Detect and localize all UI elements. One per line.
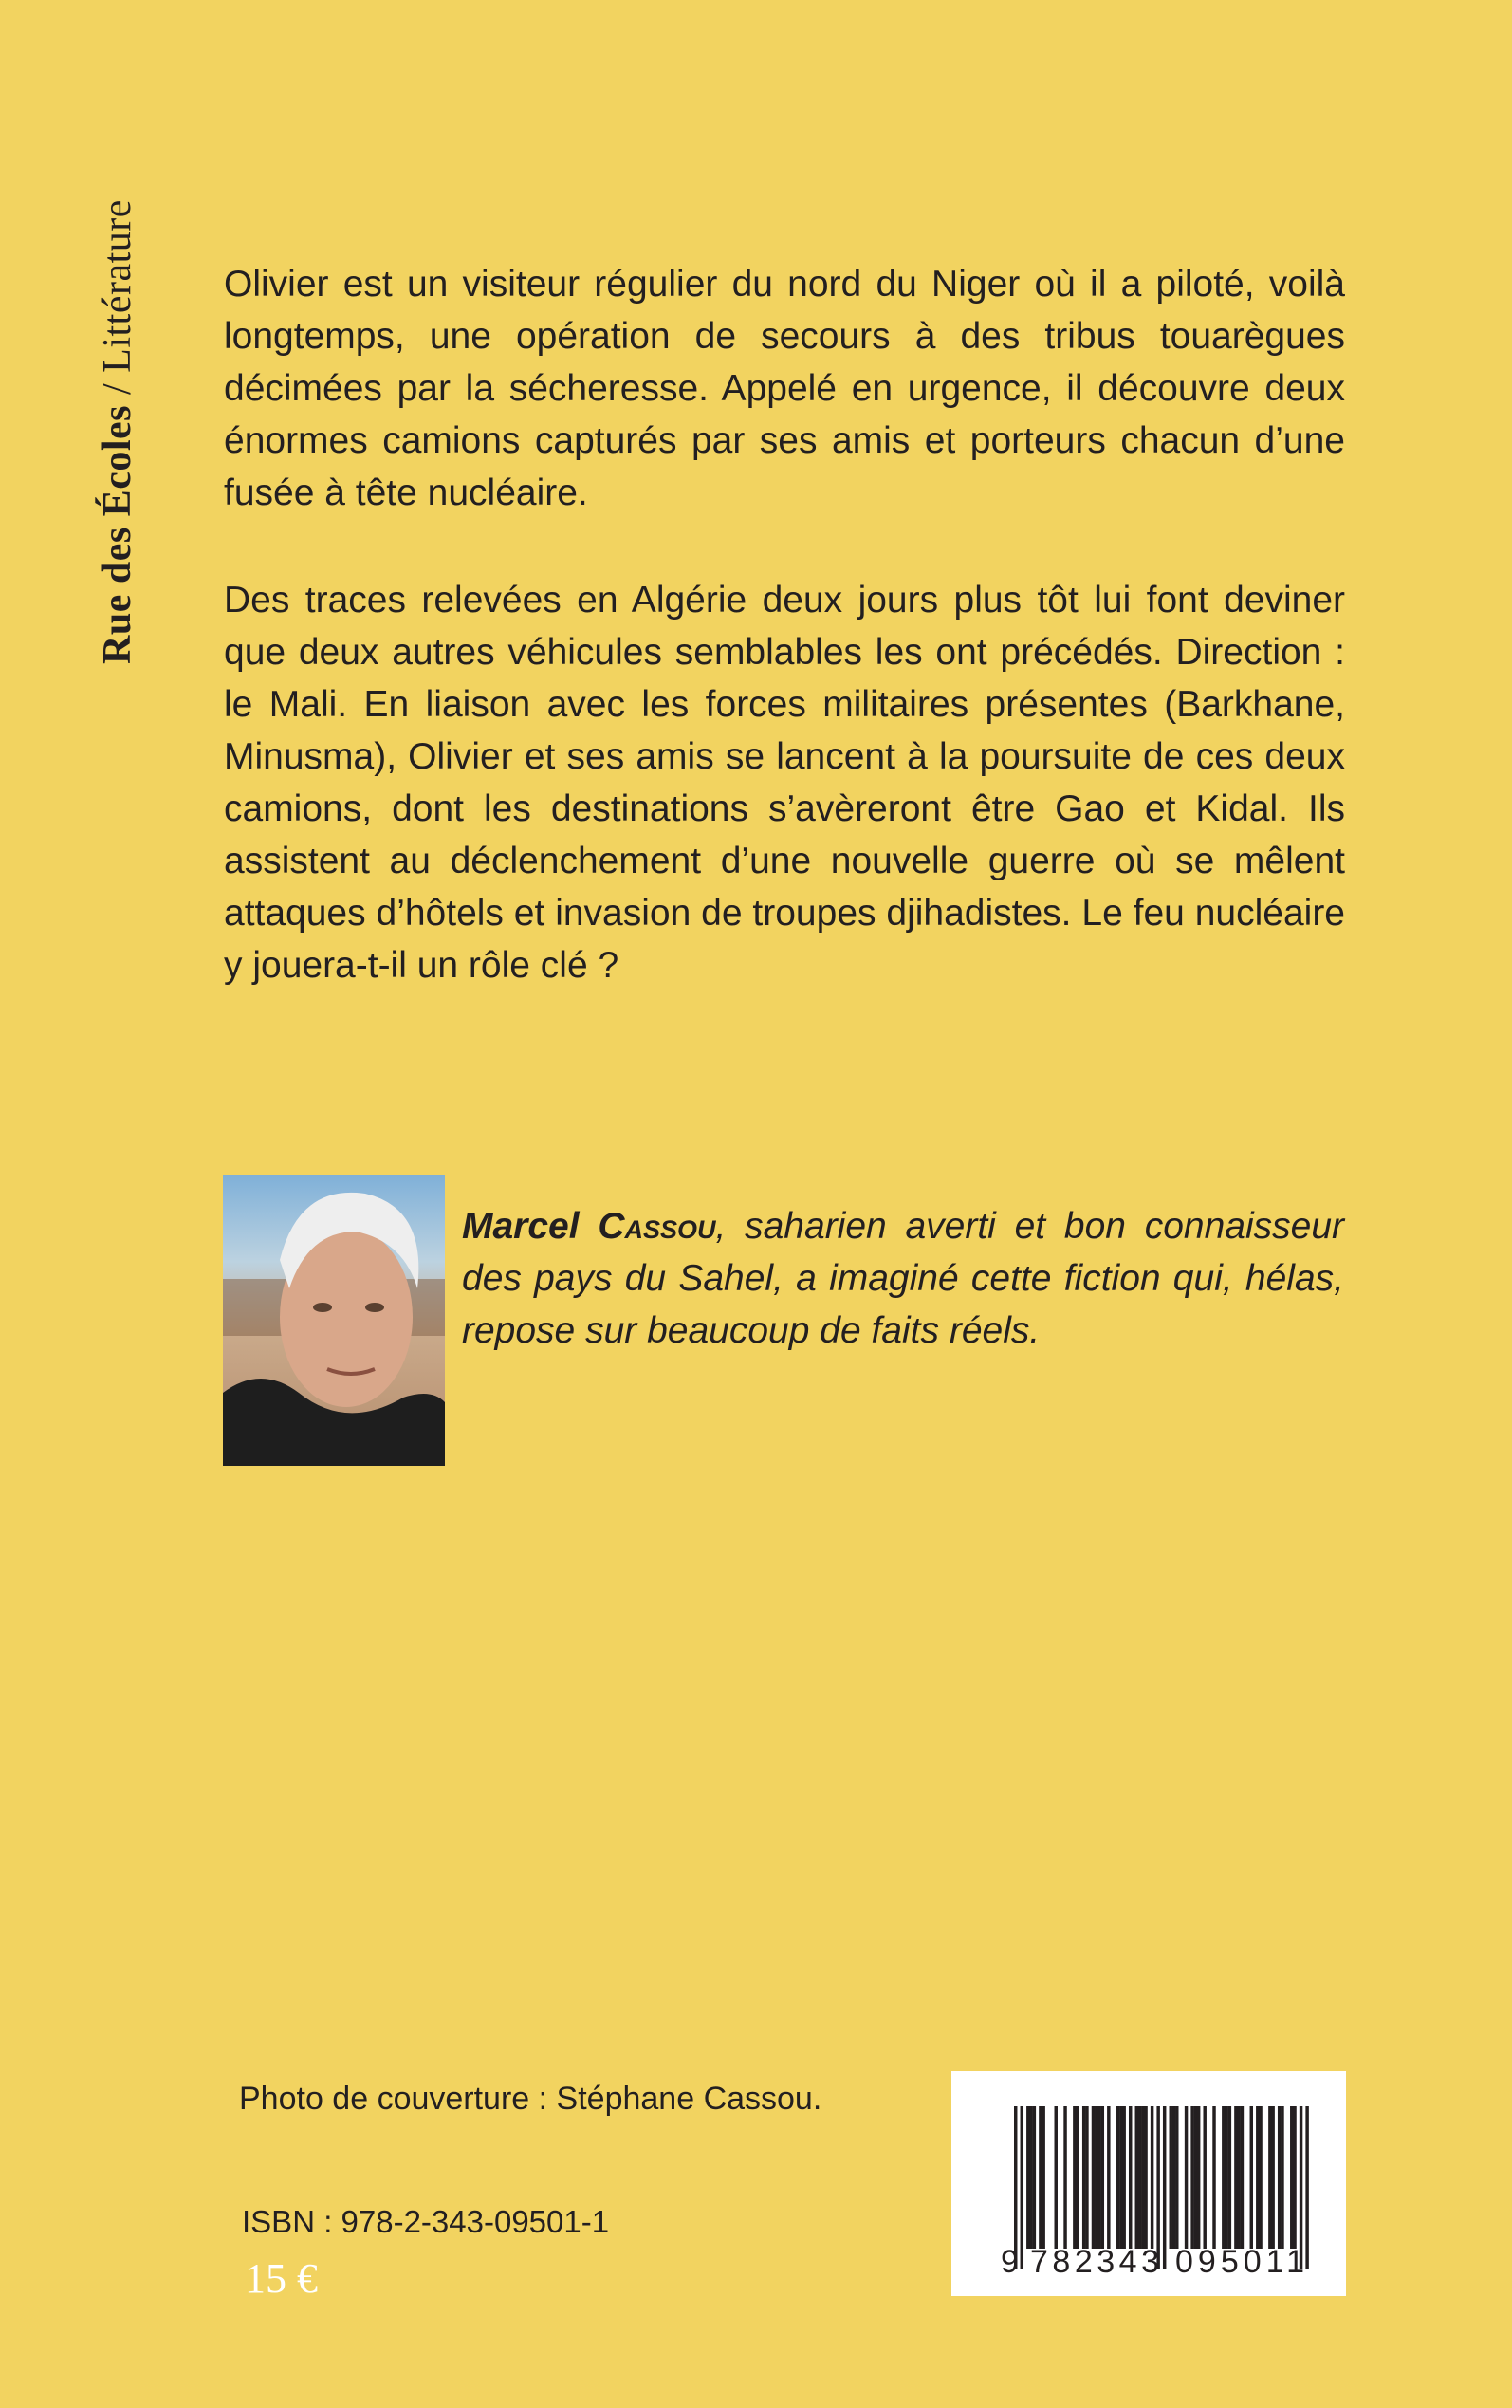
barcode-bar xyxy=(1256,2106,1259,2249)
spine-series-title xyxy=(95,199,140,664)
barcode-bar xyxy=(1271,2106,1274,2249)
barcode-bar xyxy=(1190,2106,1193,2249)
author-bio-text: , saharien averti et bon connaisseur des pays du Sahel, a imaginé cette fiction qui, hélas, repose sur beaucoup de faits réels. xyxy=(462,1206,1344,1351)
series-category: Littérature xyxy=(96,199,139,373)
price: 15 € xyxy=(245,2255,318,2302)
barcode-bar xyxy=(1197,2106,1200,2249)
barcode-bar xyxy=(1234,2106,1237,2249)
barcode-bar xyxy=(1042,2106,1044,2249)
barcode-bar xyxy=(1293,2106,1296,2249)
barcode-bar xyxy=(1063,2106,1066,2249)
barcode-bar xyxy=(1082,2106,1085,2249)
barcode-bar xyxy=(1085,2106,1088,2249)
barcode-left-digits: 782343 xyxy=(1030,2244,1159,2280)
barcode-bar xyxy=(1101,2106,1104,2249)
barcode-bar xyxy=(1222,2106,1225,2249)
barcode-bar xyxy=(1212,2106,1215,2249)
barcode-bar xyxy=(1203,2106,1206,2249)
barcode-bar xyxy=(1305,2106,1308,2269)
barcode-right-digits: 095011 xyxy=(1175,2244,1304,2280)
barcode-bar xyxy=(1281,2106,1283,2249)
barcode-bar xyxy=(1268,2106,1271,2249)
barcode-bar xyxy=(1122,2106,1125,2249)
barcode-bar xyxy=(1033,2106,1036,2249)
barcode-bar xyxy=(1175,2106,1178,2249)
barcode-bar xyxy=(1116,2106,1119,2249)
isbn: ISBN : 978-2-343-09501-1 xyxy=(242,2204,610,2239)
barcode-bar xyxy=(1194,2106,1197,2249)
barcode-bar xyxy=(1250,2106,1253,2249)
barcode-bar xyxy=(1228,2106,1231,2249)
barcode-bar xyxy=(1290,2106,1293,2249)
barcode-bar xyxy=(1095,2106,1097,2249)
series-separator: / xyxy=(96,372,139,405)
barcode-bar xyxy=(1144,2106,1147,2249)
barcode-bar xyxy=(1107,2106,1110,2249)
author-last-name: Cassou xyxy=(598,1206,716,1247)
barcode-bar xyxy=(1135,2106,1138,2249)
author-photo xyxy=(223,1175,445,1466)
barcode-bar xyxy=(1073,2106,1076,2249)
barcode-bar xyxy=(1259,2106,1262,2249)
barcode-bar xyxy=(1092,2106,1095,2249)
barcode-bar xyxy=(1185,2106,1188,2249)
blurb-text: Olivier est un visiteur régulier du nord du Niger où il a piloté, voilà longtemps, une opération de secours à des tribus touarègues décimées par la sécheresse. Appelé en urgence, il découvre deux énormes camions capturés par ses amis et porteurs chacun d’une fusée à tête nucléaire. xyxy=(224,264,1345,513)
series-name: Rue des Écoles xyxy=(96,405,139,664)
barcode-bar xyxy=(1119,2106,1122,2249)
barcode-bar xyxy=(1225,2106,1227,2249)
barcode xyxy=(951,2071,1346,2296)
barcode-bar xyxy=(1241,2106,1244,2249)
barcode-bar xyxy=(1163,2106,1166,2269)
barcode-bar xyxy=(1129,2106,1132,2249)
author-first-name: Marcel xyxy=(462,1206,580,1247)
photo-credit: Photo de couverture : Stéphane Cassou. xyxy=(239,2081,822,2117)
barcode-bar xyxy=(1278,2106,1281,2249)
barcode-bar xyxy=(1172,2106,1175,2249)
barcode-bar xyxy=(1055,2106,1058,2249)
barcode-bar xyxy=(1076,2106,1079,2249)
barcode-bar xyxy=(1151,2106,1153,2249)
barcode-bar xyxy=(1170,2106,1172,2249)
barcode-bar xyxy=(1026,2106,1029,2249)
author-bio xyxy=(462,1200,1344,1357)
blurb-text: Des traces relevées en Algérie deux jours plus tôt lui font deviner que deux autres véhicules semblables les ont précédés. Direction : le Mali. En liaison avec les forces militaires présentes (Barkhane, Minusma), Olivier et ses amis se lancent à la poursuite de ces deux camions, dont les destinations s’avèreront être Gao et Kidal. Ils assistent au déclenchement d’une nouvelle guerre où se mêlent attaques d’hôtels et invasion de troupes djihadistes. Le feu nucléaire y jouera-t-il un rôle clé ? xyxy=(224,580,1345,986)
barcode-bar xyxy=(1237,2106,1240,2249)
barcode-first-digit: 9 xyxy=(1001,2244,1019,2280)
barcode-bar xyxy=(1021,2106,1023,2269)
blurb-paragraph-1 xyxy=(224,258,1345,519)
barcode-bar xyxy=(1039,2106,1042,2249)
author-name xyxy=(462,1206,716,1247)
barcode-bar xyxy=(1138,2106,1141,2249)
barcode-bar xyxy=(1097,2106,1100,2249)
barcode-bar xyxy=(1029,2106,1032,2249)
blurb-paragraph-2 xyxy=(224,574,1345,991)
barcode-bar xyxy=(1141,2106,1144,2249)
